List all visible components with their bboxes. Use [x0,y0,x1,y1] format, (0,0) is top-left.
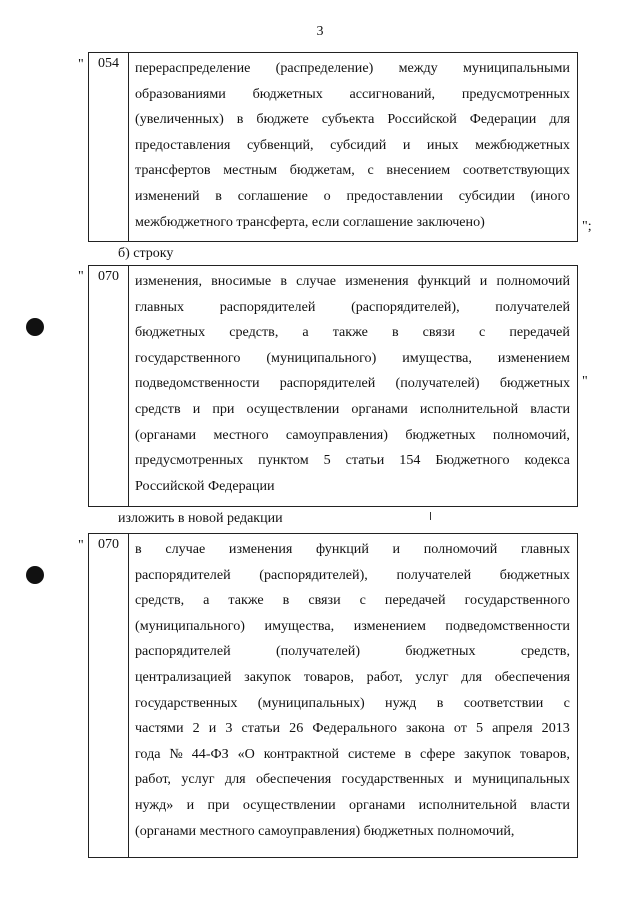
text-line: межбюджетного трансферта, если соглашение заключено) [135,213,485,230]
scan-mark [430,512,431,520]
text-line: (муниципального) имущества, изменением подведомственности [135,617,570,634]
row-code: 070 [89,266,129,506]
text-line: перераспределение (распределение) между муниципальными [135,60,570,76]
text-line: работ, услуг для обеспечения государственных и муниципальных [135,771,570,788]
text-line: образованиями бюджетных ассигнований, предусмотренных [135,85,570,102]
row-text [135,269,570,499]
text-line: в случае изменения функций и полномочий главных [135,541,570,557]
close-quote: " [582,374,588,389]
text-line: централизацией закупок товаров, работ, услуг для обеспечения [135,668,570,685]
text-line: частями 2 и 3 статьи 26 Федерального закона от 5 апреля 2013 [135,720,570,737]
table-row [88,52,578,242]
close-quote: "; [582,219,592,234]
row-text [135,56,570,235]
text-line: главных распорядителей (распорядителей), получателей [135,298,570,315]
text-line: государственного (муниципального) имущества, изменением [135,349,570,366]
text-line: изменений в соглашение о предоставлении субсидии (иного [135,187,570,204]
text-line: (органами местного самоуправления) бюджетных полномочий, [135,426,570,443]
open-quote: " [78,57,84,72]
row-code: 054 [89,53,129,241]
punch-hole [26,566,44,584]
text-line: предоставления субвенций, субсидий и иных межбюджетных [135,136,570,153]
text-line: Российской Федерации [135,477,275,494]
text-line: года № 44-ФЗ «О контрактной системе в сфере закупок товаров, [135,745,570,762]
open-quote: " [78,269,84,284]
text-line: средств и при осуществлении органами исполнительной власти [135,400,570,417]
text-line: изменения, вносимые в случае изменения функций и полномочий [135,273,570,289]
text-line: государственных (муниципальных) нужд в соответствии с [135,694,570,711]
page-number: 3 [316,24,324,39]
text-line: трансфертов местным бюджетам, с внесением соответствующих [135,162,570,179]
text-line: нужд» и при осуществлении органами исполнительной власти [135,796,570,813]
open-quote: " [78,538,84,553]
table-row [88,533,578,858]
text-line: распорядителей (распорядителей), получателей бюджетных [135,566,570,583]
text-line: (органами местного самоуправления) бюджетных полномочий, [135,822,515,839]
punch-hole [26,318,44,336]
text-line: (увеличенных) в бюджете субъекта Российской Федерации для [135,111,570,128]
instruction-text: б) строку [118,246,174,261]
instruction-text: изложить в новой редакции [118,511,283,526]
text-line: подведомственности распорядителей (получателей) бюджетных [135,375,570,392]
row-text [135,537,570,844]
text-line: средств, а также в связи с передачей государственного [135,592,570,609]
text-line: распорядителей (получателей) бюджетных средств, [135,643,570,660]
text-line: предусмотренных пунктом 5 статьи 154 Бюджетного кодекса [135,452,570,469]
table-row [88,265,578,507]
text-line: бюджетных средств, а также в связи с передачей [135,324,570,341]
row-code: 070 [89,534,129,857]
